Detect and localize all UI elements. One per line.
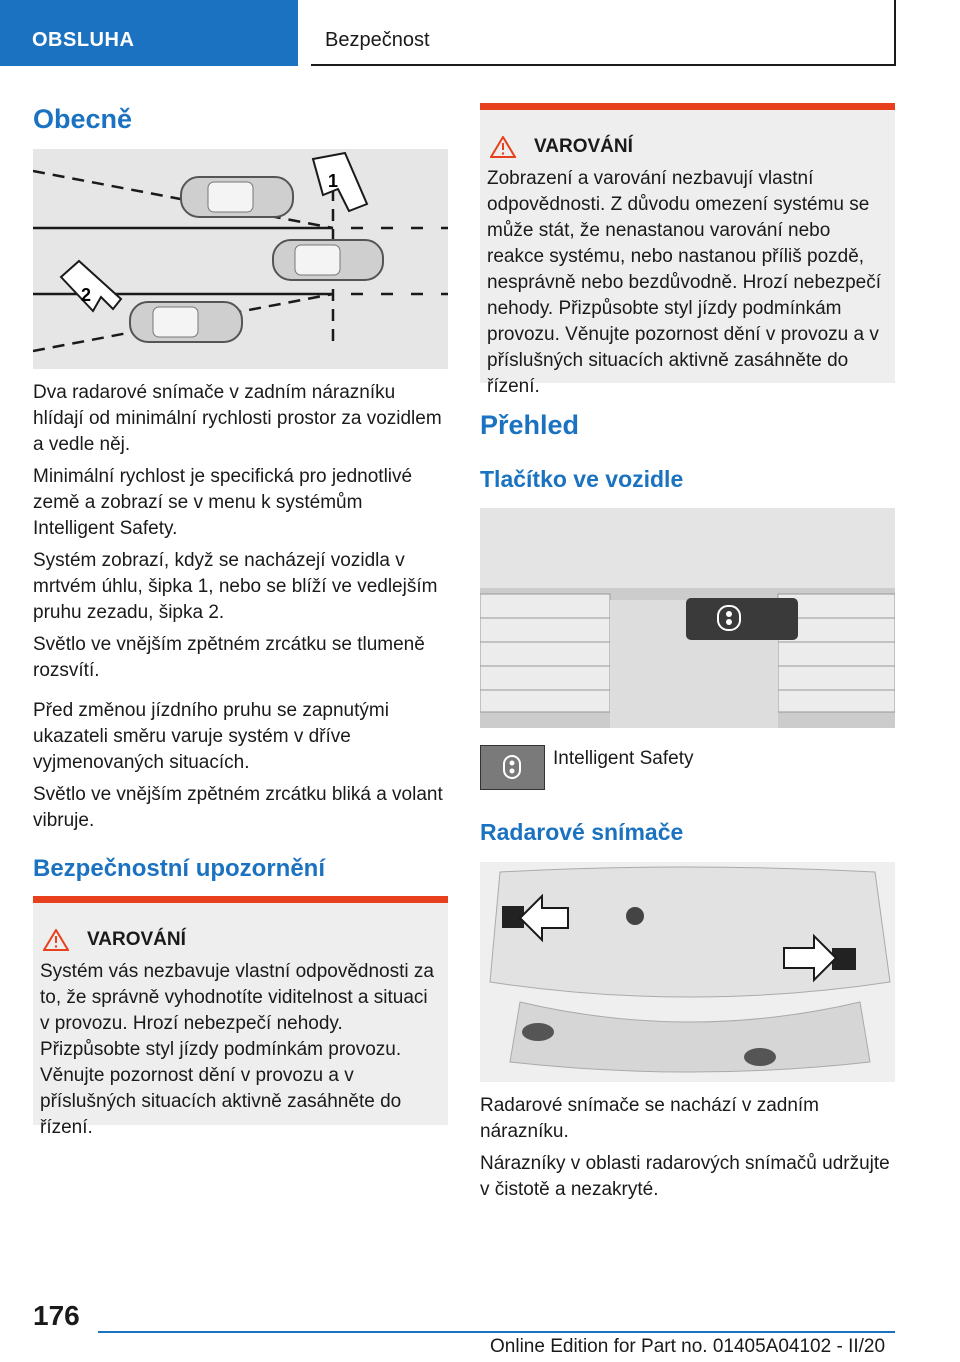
rear-bumper-illustration: [480, 862, 895, 1082]
arrow-1: [313, 153, 367, 211]
svg-text:1: 1: [328, 171, 339, 191]
section-label: OBSLUHA: [32, 29, 135, 51]
safety-button-icon: [481, 746, 544, 789]
subsection-title-button: Tlačítko ve vozidle: [480, 466, 684, 492]
road-diagram-svg: [33, 149, 448, 369]
arrow-2: [61, 261, 121, 311]
intelligent-safety-button[interactable]: [480, 745, 545, 790]
subsection-title-sensors: Radarové snímače: [480, 819, 684, 845]
paragraph: Nárazníky v oblasti radarových snímačů udržujte v čistotě a nezakryté.: [480, 1153, 890, 1200]
warning-text: Zobrazení a varování nezbavují vlastní odpovědnosti. Z důvodu omezení systému se může stát, že nenastanou varování nebo reakce systému, nebo nastanou příliš pozdě, nesprávně nebo bezdůvodně. Hrozí nebezpečí nehody. Přizpůsobte styl jízdy podmínkám provozu. Věnujte pozornost dění v provozu a v příslušných situacích aktivně zasáhněte do řízení.: [487, 168, 881, 397]
car-approaching: [130, 302, 242, 342]
paragraph: Dva radarové snímače v zadním nárazníku hlídají od minimální rychlosti prostor za vozidlem a vedle něj.: [33, 382, 442, 455]
paragraph: Minimální rychlost je specifická pro jednotlivé země a zobrazí se v menu k systémům Intelligent Safety.: [33, 466, 413, 539]
svg-text:2: 2: [81, 285, 92, 305]
section-title-general: Obecně: [33, 104, 133, 134]
car-ego: [273, 240, 383, 280]
warning-triangle-icon: [490, 136, 516, 158]
paragraph: Systém zobrazí, když se nacházejí vozidla v mrtvém úhlu, šipka 1, nebo se blíží ve vedlejším pruhu zezadu, šipka 2.: [33, 550, 438, 623]
rear-bumper-photo: [480, 862, 895, 1082]
warning-label: VAROVÁNÍ: [87, 929, 186, 950]
button-caption: Intelligent Safety: [553, 748, 694, 769]
warning-text: Systém vás nezbavuje vlastní odpovědnosti za to, že správně vyhodnotíte viditelnost a situaci v provozu. Hrozí nebezpečí nehody. Přizpůsobte styl jízdy podmínkám provozu. Věnujte pozornost dění v provozu a v příslušných situacích aktivně zasáhněte do řízení.: [40, 961, 434, 1138]
general-text: [33, 380, 449, 834]
blind-spot-diagram: [33, 149, 448, 369]
warning-header: [43, 929, 186, 951]
warning-header: [490, 136, 633, 158]
footer-divider: [98, 1331, 895, 1333]
paragraph: Světlo ve vnějším zpětném zrcátku se tlumeně rozsvítí.: [33, 634, 425, 681]
sensors-text: [480, 1093, 892, 1203]
warning-box-left: [33, 896, 448, 1138]
section-title-overview: Přehled: [480, 410, 580, 440]
paragraph: Světlo ve vnějším zpětném zrcátku bliká a volant vibruje.: [33, 784, 443, 831]
chapter-tab: [311, 0, 896, 66]
warning-triangle-icon: [43, 929, 69, 951]
console-illustration: [480, 508, 895, 728]
page-number: 176: [33, 1300, 80, 1331]
console-photo: [480, 508, 895, 728]
edition-text: Online Edition for Part no. 01405A04102 - II/20: [490, 1336, 886, 1357]
section-title-safety: Bezpečnostní upozornění: [33, 855, 326, 882]
paragraph: Před změnou jízdního pruhu se zapnutými ukazateli směru varuje systém v dříve vyjmenovaných situacích.: [33, 700, 389, 773]
paragraph: Radarové snímače se nachází v zadním nárazníku.: [480, 1095, 820, 1142]
warning-label: VAROVÁNÍ: [534, 136, 633, 157]
air-vent-left: [480, 594, 610, 712]
section-tab: [0, 0, 298, 66]
chapter-label: Bezpečnost: [325, 29, 430, 51]
warning-box-right: [480, 103, 895, 397]
car-blind-spot: [181, 177, 293, 217]
